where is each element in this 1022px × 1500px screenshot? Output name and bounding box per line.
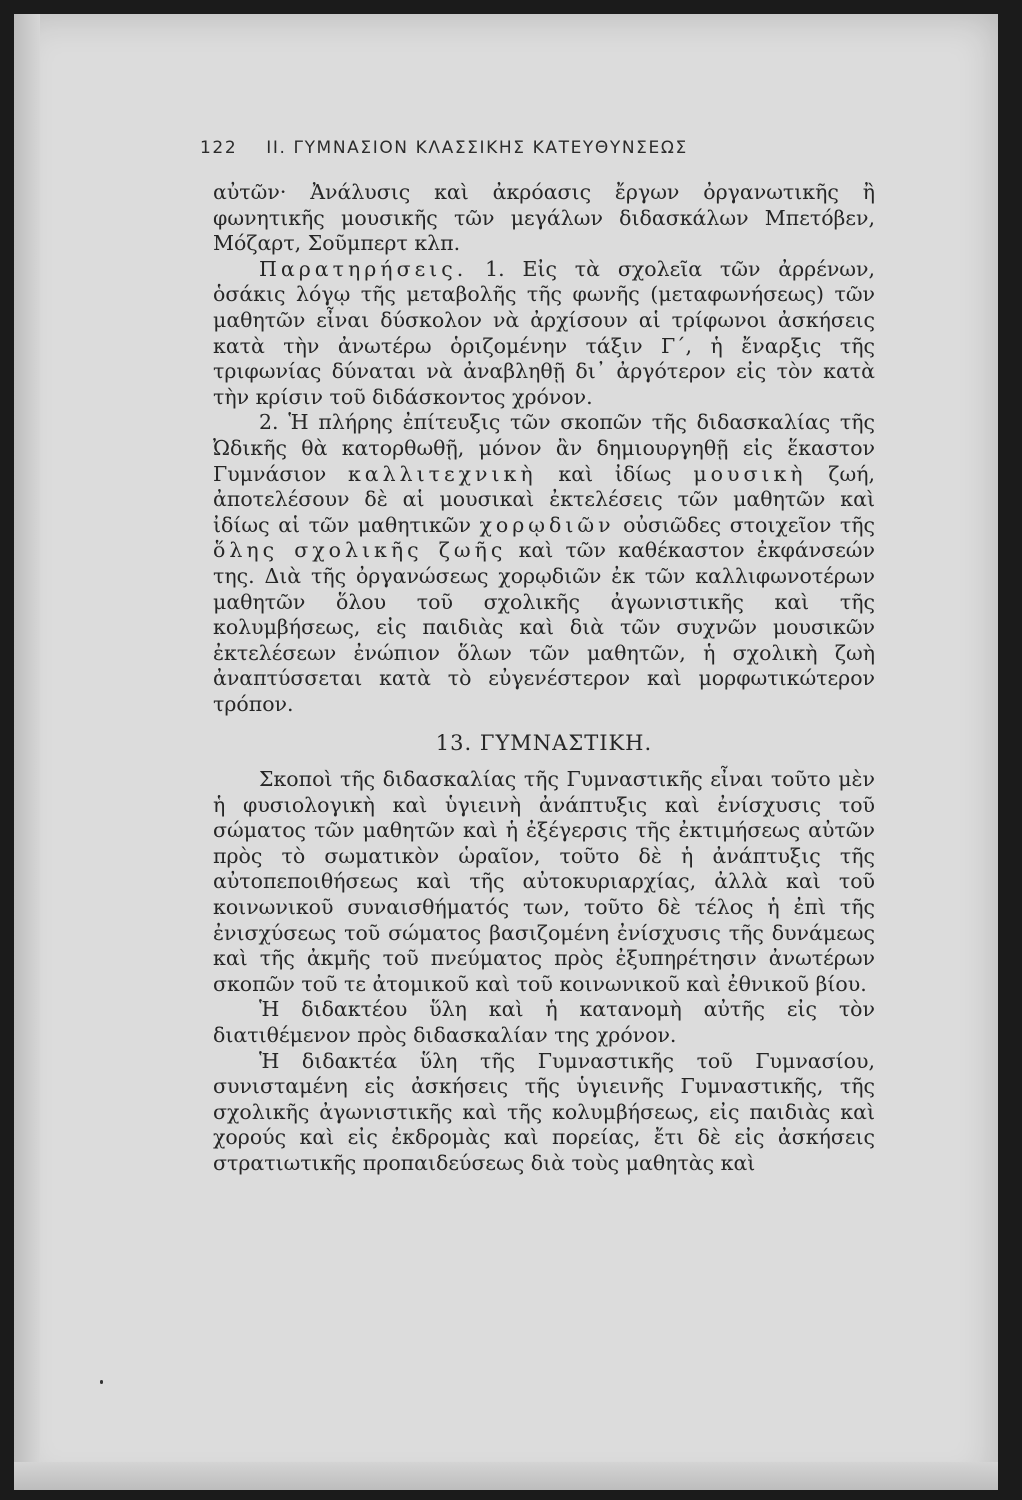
section-heading: 13. ΓΥΜΝΑΣΤΙΚΗ. — [435, 731, 653, 756]
paragraph-5: Ἡ διδακτέου ὕλη καὶ ἡ κατανομὴ αὐτῆς εἰς τὸν διατιθέμενον πρὸς διδασκαλίαν της χρόνον. — [213, 997, 875, 1047]
p3-part-e: ζωή, ἀποτελέσουν δὲ αἱ μουσικαὶ ἐκτελέσεις τῶν μαθητῶν καὶ ἰδίως αἱ τῶν μαθητικῶν — [213, 461, 875, 537]
p3-spaced-d: ὅλης σχολικῆς ζωῆς — [213, 538, 507, 563]
p3-part-a: 2. Ἡ πλήρης ἐπίτευξις τῶν σκοπῶν τῆς διδασκαλίας τῆς Ὠδικῆς θὰ κατορθωθῇ, μόνον ἂν δημιουργηθῇ εἰς ἕκαστον Γυμνάσιον — [213, 410, 875, 486]
p3-spaced-c: χορῳδιῶν — [479, 512, 615, 537]
page-bottom-edge — [14, 1462, 998, 1490]
paragraph-notes — [213, 257, 875, 411]
paragraph-6: Ἡ διδακτέα ὕλη τῆς Γυμναστικῆς τοῦ Γυμνασίου, συνισταμένη εἰς ἀσκήσεις τῆς ὑγιεινῆς Γυμναστικῆς, τῆς σχολικῆς ἀγωνιστικῆς καὶ τῆς κολυμβήσεως, εἰς παιδιὰς καὶ χορούς καὶ εἰς ἐκδρομὰς καὶ πορείας, ἔτι δὲ εἰς ἀσκήσεις στρατιωτικῆς προπαιδεύσεως διὰ τοὺς μαθητὰς καὶ — [213, 1048, 875, 1175]
p3-spaced-b: μουσικὴ — [693, 461, 807, 486]
p3-part-g: οὐσιῶδες στοιχεῖον τῆς — [614, 512, 876, 537]
p3-spaced-a: καλλιτεχνικὴ — [347, 461, 537, 486]
page-text — [213, 180, 875, 1177]
page-number: 122 — [200, 138, 238, 158]
page-gutter — [14, 14, 40, 1490]
paragraph-3 — [213, 410, 875, 717]
running-title: II. ΓΥΜΝΑΣΙΟΝ ΚΛΑΣΣΙΚΗΣ ΚΑΤΕΥΘΥΝΣΕΩΣ — [266, 138, 688, 158]
notes-text: 1. Εἰς τὰ σχολεῖα τῶν ἀρρένων, ὁσάκις λόγῳ τῆς μεταβολῆς τῆς φωνῆς (μεταφωνήσεως) τῶν μαθητῶν εἶναι δύσκολον νὰ ἀρχίσουν αἱ τρίφωνοι ἀσκήσεις κατὰ τὴν ἀνωτέρω ὁριζομένην τάξιν Γ΄, ἡ ἔναρξις τῆς τριφωνίας δύναται νὰ ἀναβληθῇ δι᾽ ἀργότερον εἰς τὸν κατὰ τὴν κρίσιν τοῦ διδάσκοντος χρόνον. — [213, 256, 875, 409]
notes-label: Παρατηρήσεις. — [259, 256, 468, 281]
ink-speck — [100, 1380, 103, 1384]
running-header — [200, 138, 860, 158]
paragraph-4: Σκοποὶ τῆς διδασκαλίας τῆς Γυμναστικῆς εἶναι τοῦτο μὲν ἡ φυσιολογικὴ καὶ ὑγιεινὴ ἀνάπτυξις καὶ ἐνίσχυσις τοῦ σώματος τῶν μαθητῶν καὶ ἡ ἐξέγερσις τῆς ἐκτιμήσεως αὐτῶν πρὸς τὸ σωματικὸν ὡραῖον, τοῦτο δὲ ἡ ἀνάπτυξις τῆς αὐτοπεποιθήσεως καὶ τῆς αὐτοκυριαρχίας, ἀλλὰ καὶ τοῦ κοινωνικοῦ συναισθήματός των, τοῦτο δὲ τέλος ἡ ἐπὶ τῆς ἐνισχύσεως τοῦ σώματος βασιζομένη ἐνίσχυσις τῆς δυνάμεως καὶ τῆς ἀκμῆς τοῦ πνεύματος πρὸς ἐξυπηρέτησιν ἀνωτέρων σκοπῶν τοῦ τε ἀτομικοῦ καὶ τοῦ κοινωνικοῦ καὶ ἐθνικοῦ βίου. — [213, 767, 875, 996]
p3-part-c: καὶ ἰδίως — [536, 461, 694, 486]
paragraph-1: αὐτῶν· Ἀνάλυσις καὶ ἀκρόασις ἔργων ὀργανωτικῆς ἢ φωνητικῆς μουσικῆς τῶν μεγάλων διδασκάλων Μπετόβεν, Μόζαρτ, Σοῦμπερτ κλπ. — [213, 180, 875, 256]
p3-part-i: καὶ τῶν καθέκαστον ἐκφάνσεών της. Διὰ τῆς ὀργανώσεως χορῳδιῶν ἐκ τῶν καλλιφωνοτέρων μαθητῶν ὅλου τοῦ σχολικῆς ἀγωνιστικῆς καὶ τῆς κολυμβήσεως, εἰς παιδιὰς καὶ διὰ τῶν συχνῶν μουσικῶν ἐκτελέσεων ἐνώπιον ὅλων τῶν μαθητῶν, ἡ σχολικὴ ζωὴ ἀναπτύσσεται κατὰ τὸ εὐγενέστερον καὶ μορφωτικώτερον τρόπον. — [213, 538, 875, 716]
